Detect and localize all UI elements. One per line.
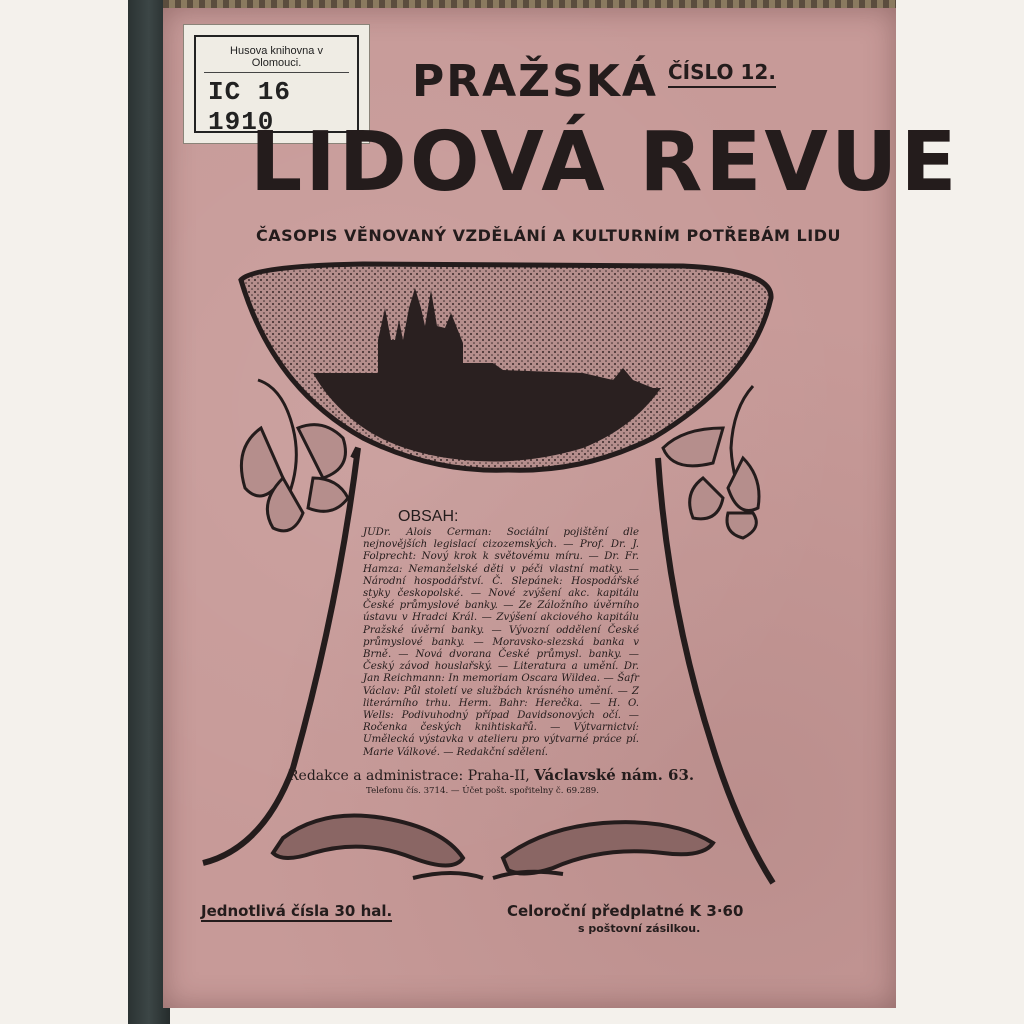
stamp-shelfmark: IC 16 1910 [208, 77, 292, 137]
stamp-library-name: Husova knihovna v Olomouci. [204, 45, 349, 73]
contents-heading: OBSAH: [398, 508, 459, 525]
bottom-ornament [273, 816, 713, 879]
editorial-address [288, 766, 694, 784]
contents-text: JUDr. Alois Cerman: Sociální pojištění dle nejnovějších legislací cizozemských. — Prof. Dr. J. Folprecht: Nový krok k světovému míru. — Dr. Fr. Hamza: Nemanželské děti v péči vlastní matky. — Národní hospodářství. Č. Slepánek: Hospodářské styky českopolské. — Nové zvýšení akc. kapitálu České průmyslové banky. — Ze Záložního úvěrního ústavu v Hradci Král. — Zvýšení akciového kapitálu Pražské úvěrní banky. — Vývozní oddělení České průmyslové banky. — Moravsko-slezská banka v Brně. — Nová dvorana České průmysl. banky. — Český závod houslařský. — Literatura a umění. Dr. Jan Reichmann: In memoriam Oscara Wildea. — Šafr Václav: Půl století ve službách krásného umění. — Z literárního trhu. Herm. Bahr: Herečka. — H. O. Wells: Podivuhodný případ Davidsonových očí. — Ročenka českých knihtiskařů. — Výtvarnictví: Umělecká výstavka v atelieru pro výtvarné práce pí. Marie Válkové. — Redakční sdělení. [363, 527, 639, 758]
single-issue-price: Jednotlivá čísla 30 hal. [201, 902, 393, 920]
editorial-street: Václavské nám. 63. [534, 766, 695, 784]
marbled-edge [163, 0, 896, 8]
title-top: PRAŽSKÁ [412, 56, 658, 107]
annual-subscription: Celoroční předplatné K 3·60 [507, 902, 744, 920]
subscription-note: s poštovní zásilkou. [578, 922, 701, 935]
title-main: LIDOVÁ REVUE [250, 115, 960, 210]
editorial-label: Redakce a administrace: Praha-II, [288, 768, 530, 784]
telephone-line: Telefonu čís. 3714. — Účet pošt. spořitelny č. 69.289. [366, 786, 599, 796]
issue-number: ČÍSLO 12. [668, 60, 776, 88]
subtitle: ČASOPIS VĚNOVANÝ VZDĚLÁNÍ A KULTURNÍM POTŘEBÁM LIDU [256, 226, 841, 245]
